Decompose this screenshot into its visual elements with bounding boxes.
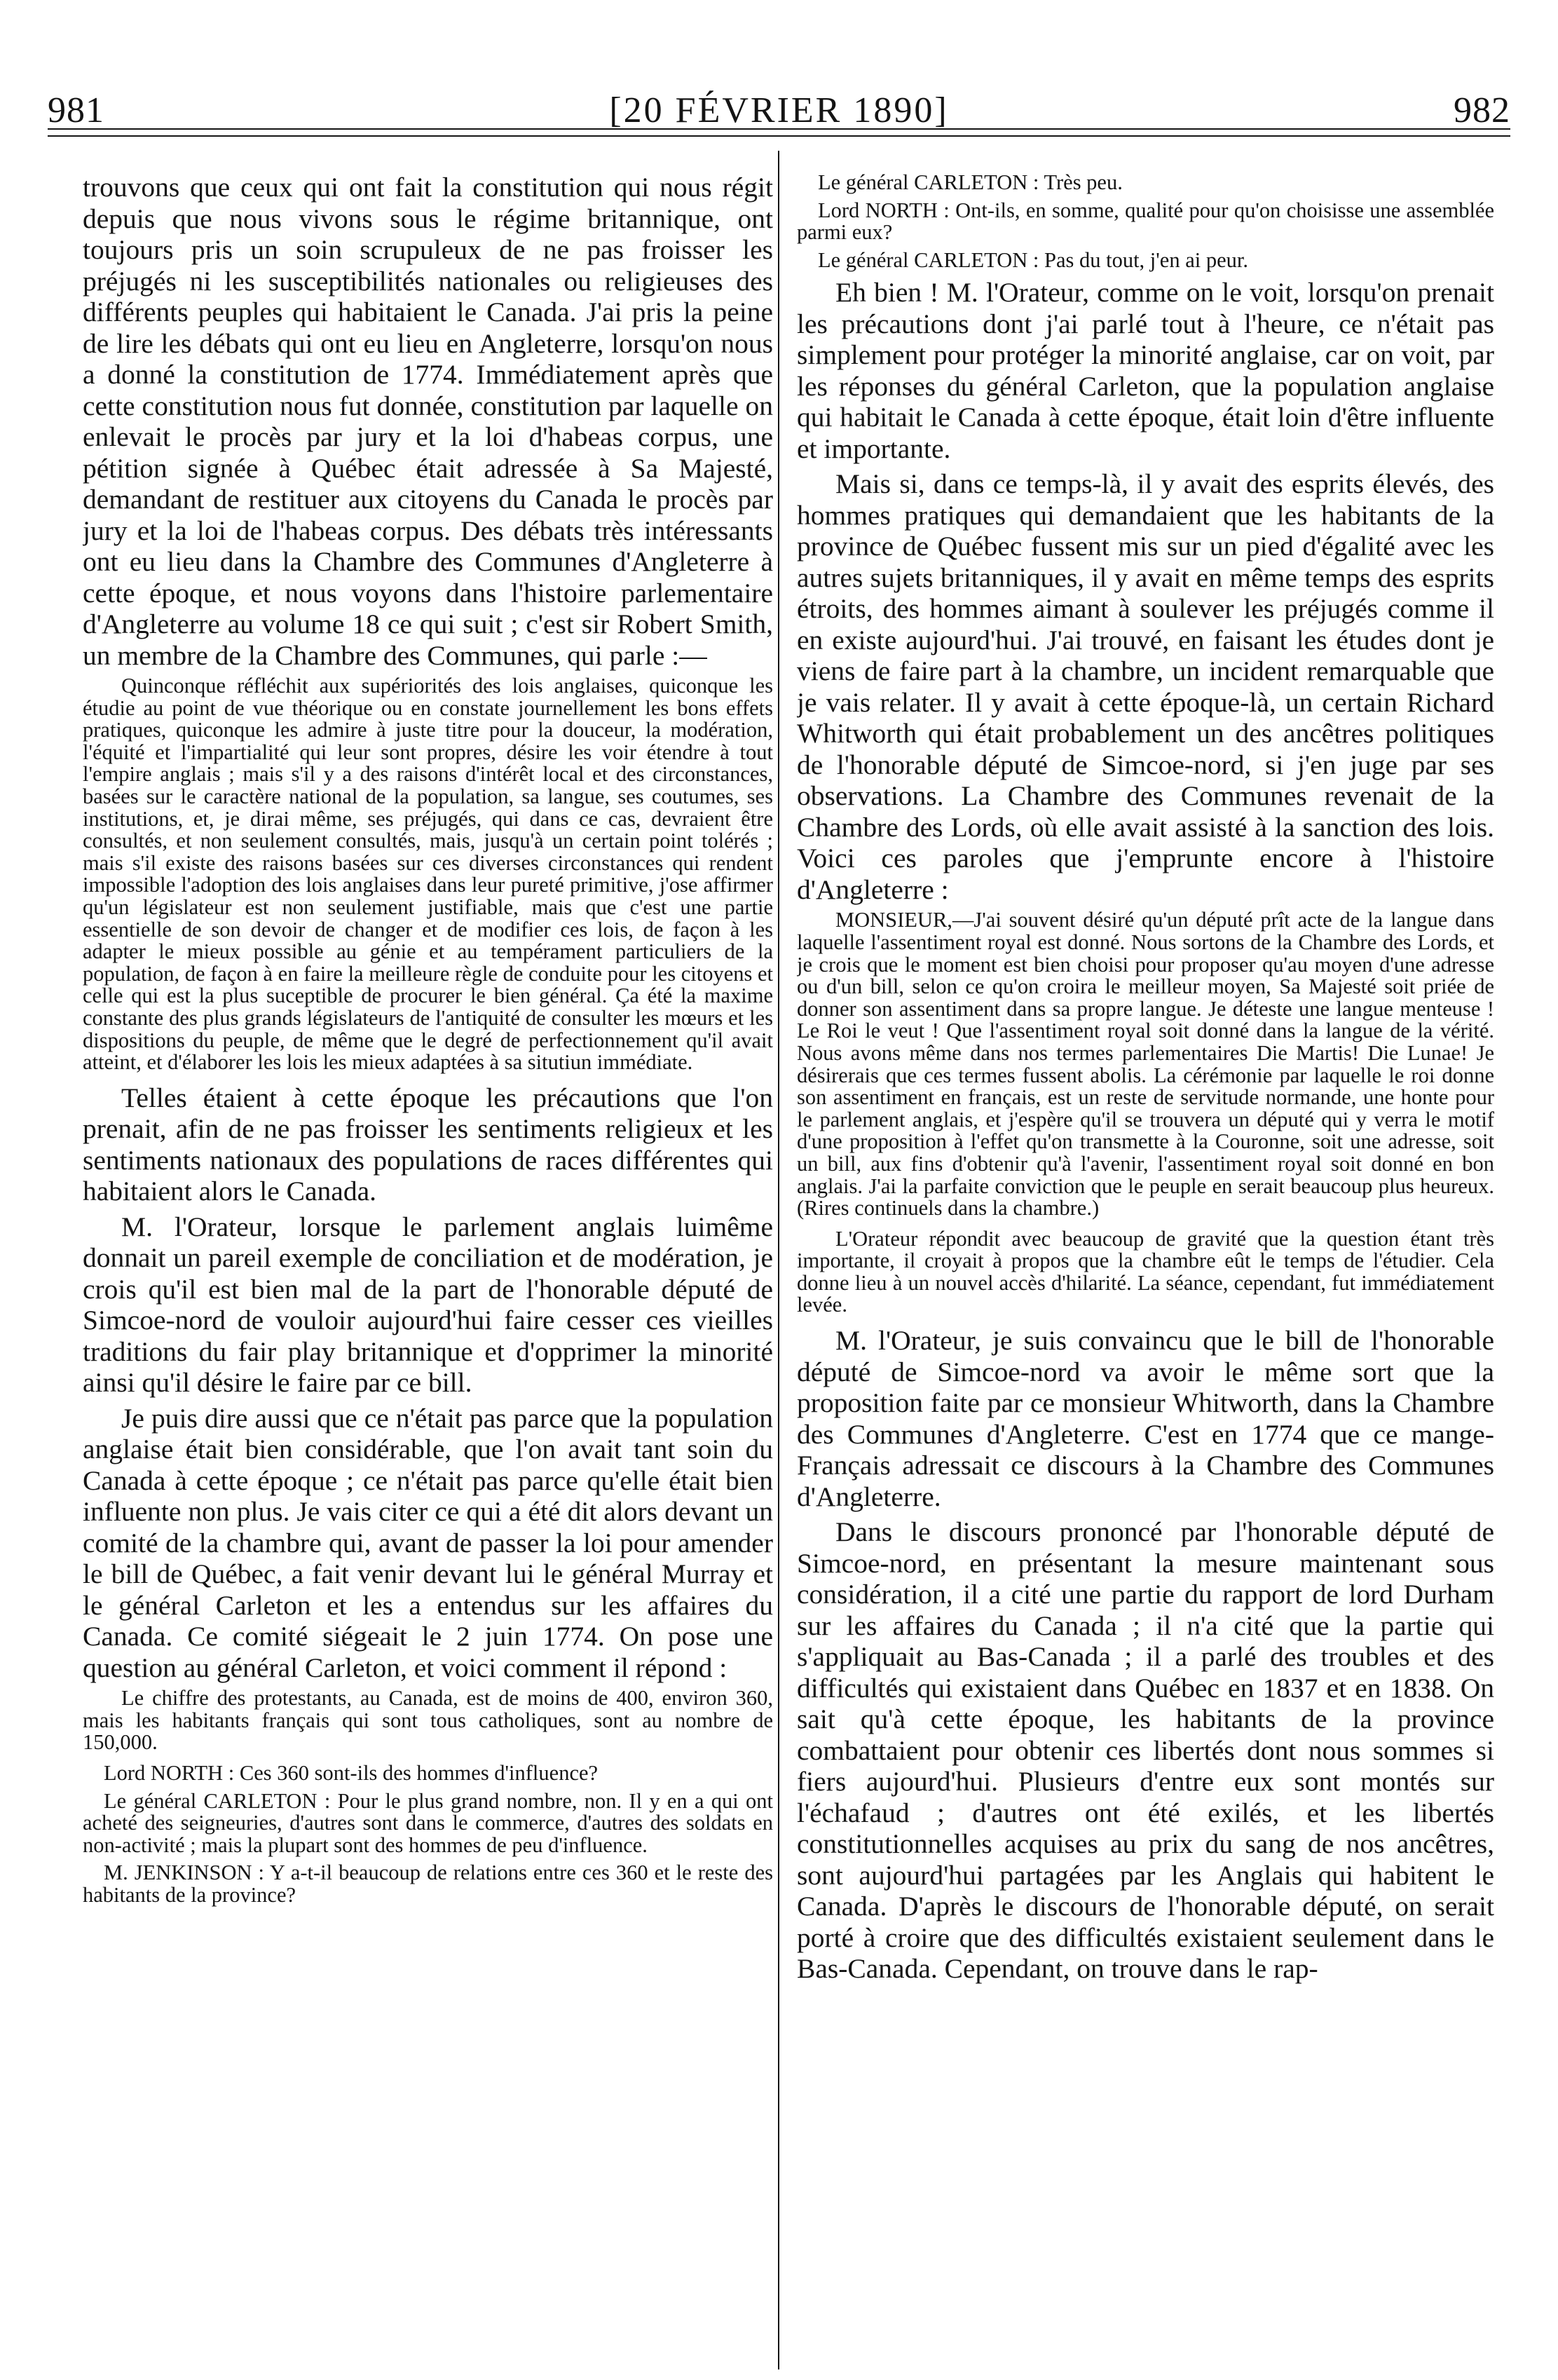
- exchange-line: Le général CARLETON : Pour le plus grand nombre, non. Il y en a qui ont acheté des seigneuries, d'autres sont dans le commerce, d'autres des soldats en non-activité ; mais la plupart sont des hommes de peu d'influence.: [83, 1788, 773, 1857]
- paragraph: Mais si, dans ce temps-là, il y avait des esprits élevés, des hommes pratiques qui demandaient que les habitants de la province de Québec fussent mis sur un pied d'égalité avec les autres sujets britanniques, il y avait en même temps des esprits étroits, des hommes aimant à soulever les préjugés comme il en existe aujourd'hui. J'ai trouvé, en faisant les études dont je viens de faire part à la chambre, un incident remarquable que je vais relater. Il y avait à cette époque-là, un certain Richard Whitworth qui était probablement un des ancêtres politiques de l'honorable député de Simcoe-nord, si j'en juge par ses observations. La Chambre des Communes revenait de la Chambre des Lords, où elle avait assisté à la sanction des lois. Voici ces paroles que j'emprunte encore à l'histoire d'Angleterre :: [797, 468, 1494, 905]
- page-header: [0, 42, 1558, 130]
- paragraph: Je puis dire aussi que ce n'était pas parce que la population anglaise était bien considérable, que l'on avait tant soin du Canada à cette époque ; ce n'était pas parce qu'elle était bien influente non plus. Je vais citer ce qui a été dit alors devant un comité de la chambre qui, avant de passer la loi pour amender le bill de Québec, a fait venir devant lui le général Murray et le général Carleton et les a entendus sur les affaires du Canada. Ce comité siégeait le 2 juin 1774. On pose une question au général Carleton, et voici comment il répond :: [83, 1402, 773, 1683]
- page-number-right: 982: [1454, 90, 1510, 130]
- paragraph: M. l'Orateur, lorsque le parlement anglais luimême donnait un pareil exemple de conciliation et de modération, je crois qu'il est bien mal de la part de l'honorable député de Simcoe-nord de vouloir aujourd'hui faire cesser ces vieilles traditions du fair play britannique et d'opprimer la minorité ainsi qu'il désire le faire par ce bill.: [83, 1211, 773, 1399]
- block-quote: Quinconque réfléchit aux supériorités des lois anglaises, quiconque les étudie au point de vue théorique ou en constate journellement les bons effets pratiques, quiconque les admire à juste titre pour la douceur, la modération, l'équité et l'impartialité qui leur sont propres, désire les voir étendre à tout l'empire anglais ; mais s'il y a des raisons d'intérêt local et des circonstances, basées sur le caractère national de la population, sa langue, ses coutumes, ses institutions, et, je dirai même, ses préjugés, qui dans ce cas, devraient être consultés, et non seulement consultés, mais, jusqu'à un certain point tolérés ; mais s'il existe des raisons basées sur ces diverses circonstances qui rendent impossible l'adoption des lois anglaises dans leur pureté primitive, j'ose affirmer qu'un législateur est non seulement justifiable, mais que c'est une partie essentielle de son devoir de changer et de modifier ces lois, de façon à les adapter le mieux possible au génie et au tempérament particuliers de la population, de façon à en faire la meilleure règle de conduite pour les citoyens et celle qui est la plus suceptible de procurer le bien général. Ça été la maxime constante des plus grands législateurs de l'antiquité de consulter les mœurs et les dispositions du peuple, de même que le degré de perfectionnement qu'il avait atteint, et d'élaborer les lois les mieux adaptées à sa situtiun immédiate.: [83, 674, 773, 1075]
- left-column: [83, 172, 773, 2369]
- page-date-title: [20 FÉVRIER 1890]: [609, 90, 949, 130]
- exchange-line: Le général CARLETON : Très peu.: [818, 172, 1123, 194]
- paragraph: trouvons que ceux qui ont fait la constitution qui nous régit depuis que nous vivons sous le régime britannique, ont toujours pris un soin scrupuleux de ne pas froisser les préjugés ni les susceptibilités nationales ou religieuses des différents peuples qui habitaient le Canada. J'ai pris la peine de lire les débats qui ont eu lieu en Angleterre, lorsqu'on nous a donné la constitution de 1774. Immédiatement après que cette constitution nous fut donnée, constitution par laquelle on enlevait le procès par jury et la loi d'habeas corpus, une pétition signée à Québec était adressée à Sa Majesté, demandant de restituer aux citoyens du Canada le procès par jury et la loi de l'habeas corpus. Des débats très intéressants ont eu lieu dans la Chambre des Communes d'Angleterre à cette époque, et nous voyons dans l'histoire parlementaire d'Angleterre au volume 18 ce qui suit ; c'est sir Robert Smith, un membre de la Chambre des Communes, qui parle :—: [83, 172, 773, 671]
- header-rule-top: [48, 128, 1510, 130]
- testimony-quote: Le chiffre des protestants, au Canada, est de moins de 400, environ 360, mais les habitants français qui sont tous catholiques, sont au nombre de 150,000.: [83, 1686, 773, 1755]
- paragraph: M. l'Orateur, je suis convaincu que le bill de l'honorable député de Simcoe-nord va avoir le même sort que la proposition faite par ce monsieur Whitworth, dans la Chambre des Communes d'Angleterre. C'est en 1774 que ce mange-Français adressait ce discours à la Chambre des Communes d'Angleterre.: [797, 1325, 1494, 1512]
- paragraph: Telles étaient à cette époque les précautions que l'on prenait, afin de ne pas froisser les sentiments religieux et les sentiments nationaux des populations de races différentes qui habitaient alors le Canada.: [83, 1082, 773, 1207]
- paragraph: Dans le discours prononcé par l'honorable député de Simcoe-nord, en présentant la mesure maintenant sous considération, il a cité une partie du rapport de lord Durham sur les affaires du Canada ; il n'a cité que la partie qui s'appliquait au Bas-Canada ; il a parlé des troubles et des difficultés qui existaient dans Québec en 1837 et en 1838. On sait qu'à cette époque, les habitants de la province combattaient pour obtenir ces libertés dont nous sommes si fiers aujourd'hui. Plusieurs d'entre eux sont montés sur l'échafaud ; d'autres ont été exilés, et les libertés constitutionnelles acquises au prix du sang de nos ancêtres, sont aujourd'hui partagées par les Anglais qui habitent le Canada. D'après le discours de l'honorable député, on serait porté à croire que des difficultés existaient seulement dans le Bas-Canada. Cependant, on trouve dans le rap-: [797, 1516, 1494, 1985]
- paragraph: Eh bien ! M. l'Orateur, comme on le voit, lorsqu'on prenait les précautions dont j'ai parlé tout à l'heure, ce n'était pas simplement pour protéger la minorité anglaise, car on voit, par les réponses du général Carleton, que la population anglaise qui habitait le Canada à cette époque, était loin d'être influente et importante.: [797, 277, 1494, 464]
- page-number-left: 981: [48, 90, 104, 130]
- exchange-line: Lord NORTH : Ont-ils, en somme, qualité pour qu'on choisisse une assemblée parmi eux?: [797, 198, 1494, 245]
- header-rule-bottom: [48, 135, 1510, 137]
- block-quote: L'Orateur répondit avec beaucoup de gravité que la question étant très importante, il croyait à propos que la chambre eût le temps de l'étudier. Cela donne lieu à un nouvel accès d'hilarité. La séance, cependant, fut immédiatement levée.: [797, 1226, 1494, 1317]
- block-quote: MONSIEUR,—J'ai souvent désiré qu'un député prît acte de la langue dans laquelle l'assentiment royal est donné. Nous sortons de la Chambre des Lords, et je crois que le moment est bien choisi pour proposer qu'au moyen d'une adresse ou d'un bill, selon ce qu'on croira le meilleur moyen, Sa Majesté soit priée de donner son assentiment dans sa propre langue. Je déteste une langue menteuse ! Le Roi le veut ! Que l'assentiment royal soit donné dans la langue de la vérité. Nous avons même dans nos termes parlementaires Die Martis! Die Lunae! Je désirerais que ces termes fussent abolis. La cérémonie par laquelle le roi donne son assentiment en français, est un reste de servitude normande, une honte pour le parlement anglais, et j'espère qu'il se trouvera un député qui y verra le motif d'une proposition à l'effet qu'on transmette à la Couronne, soit une adresse, soit un bill, aux fins d'obtenir qu'à l'avenir, l'assentiment royal soit donné en bon anglais. J'ai la parfaite conviction que le peuple en serait beaucoup plus heureux. (Rires continuels dans la chambre.): [797, 908, 1494, 1220]
- column-divider: [778, 151, 779, 2369]
- exchange-line: M. JENKINSON : Y a-t-il beaucoup de relations entre ces 360 et le reste des habitants de la province?: [83, 1861, 773, 1907]
- exchange-line: Le général CARLETON : Pas du tout, j'en ai peur.: [818, 247, 1248, 272]
- right-column: [797, 172, 1494, 2369]
- exchange-line: Lord NORTH : Ces 360 sont-ils des hommes d'influence?: [104, 1760, 599, 1785]
